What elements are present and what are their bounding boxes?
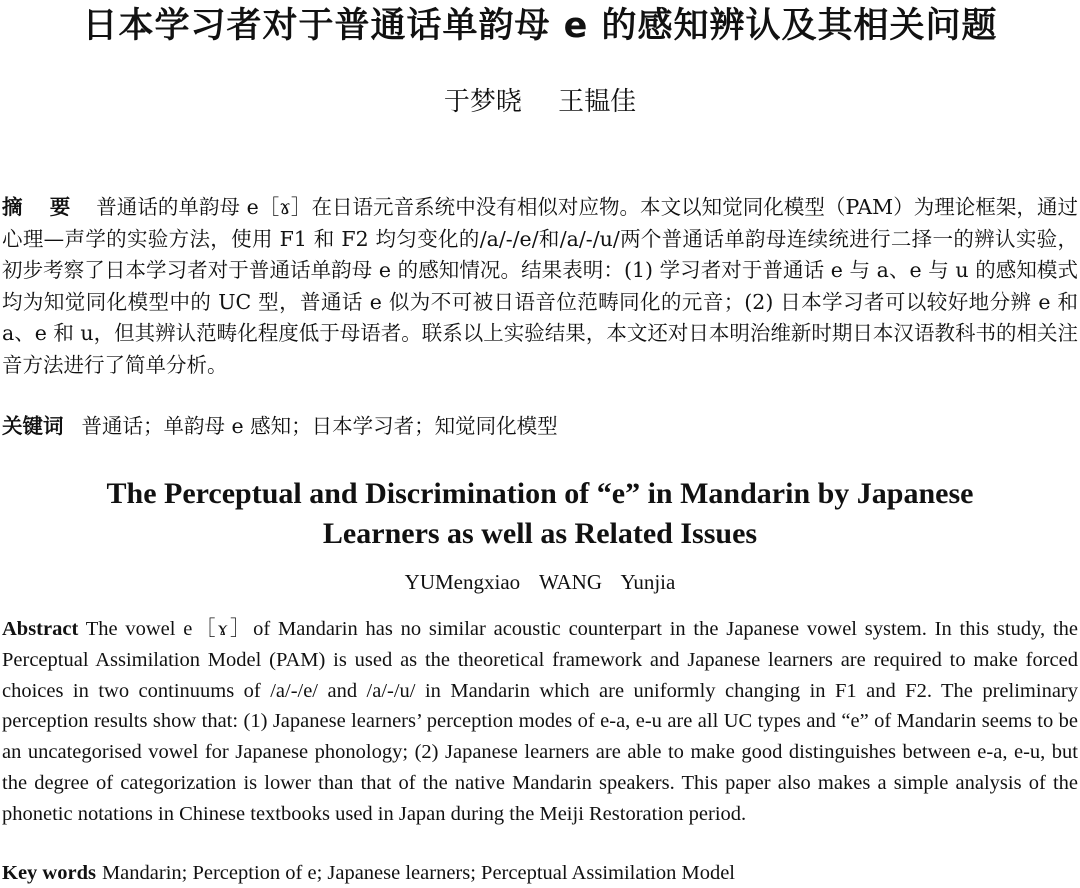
chinese-abstract-text: 普通话的单韵母 e［ɤ］在日语元音系统中没有相似对应物。本文以知觉同化模型（PAM）为理论框架，通过心理—声学的实验方法，使用 F1 和 F2 均匀变化的/a/-/e/和/a/-/u/两个普通话单韵母连续统进行二择一的辨认实验，初步考察了日本学习者对于普通话单韵母 e 的感知情况。结果表明：(1) 学习者对于普通话 e 与 a、e 与 u 的感知模式均为知觉同化模型中的 UC 型，普通话 e 似为不可被日语音位范畴同化的元音；(2) 日本学习者可以较好地分辨 e 和 a、e 和 u，但其辨认范畴化程度低于母语者。联系以上实验结果，本文还对日本明治维新时期日本汉语教科书的相关注音方法进行了简单分析。 bbox=[2, 195, 1079, 377]
english-authors: YUMengxiao WANG Yunjia bbox=[404, 570, 676, 594]
english-title: The Perceptual and Discrimination of “e” in Mandarin by Japanese Learners as well as Related Issues bbox=[106, 477, 974, 550]
chinese-keywords-text: 普通话；单韵母 e 感知；日本学习者；知觉同化模型 bbox=[81, 414, 558, 438]
english-abstract-label: Abstract bbox=[2, 618, 79, 640]
english-abstract bbox=[2, 614, 1078, 830]
chinese-abstract bbox=[2, 192, 1078, 381]
english-abstract-text: The vowel e［ɤ］of Mandarin has no similar acoustic counterpart in the Japanese vowel system. In this study, the Perceptual Assimilation Model (PAM) is used as the theoretical framework and Japanese learners are required to make forced choices in two continuums of /a/-/e/ and /a/-/u/ in Mandarin which are uniformly changing in F1 and F2. The preliminary perception results show that: (1) Japanese learners’ perception modes of e-a, e-u are all UC types and “e” of Mandarin seems to be an uncategorised vowel for Japanese phonology; (2) Japanese learners are able to make good distinguishes between e-a, e-u, but the degree of categorization is lower than that of the native Mandarin speakers. This paper also makes a simple analysis of the phonetic notations in Chinese textbooks used in Japan during the Meiji Restoration period. bbox=[2, 618, 1078, 825]
chinese-authors: 于梦晓 王韫佳 bbox=[443, 87, 637, 117]
chinese-abstract-label: 摘 要 bbox=[2, 195, 81, 219]
chinese-keywords-label: 关键词 bbox=[2, 414, 64, 438]
english-keywords bbox=[2, 858, 1078, 888]
chinese-keywords bbox=[2, 411, 1078, 441]
english-keywords-label: Key words bbox=[2, 862, 96, 884]
english-keywords-text: Mandarin; Perception of e; Japanese learners; Perceptual Assimilation Model bbox=[101, 862, 735, 884]
chinese-title: 日本学习者对于普通话单韵母 e 的感知辨认及其相关问题 bbox=[82, 6, 998, 46]
